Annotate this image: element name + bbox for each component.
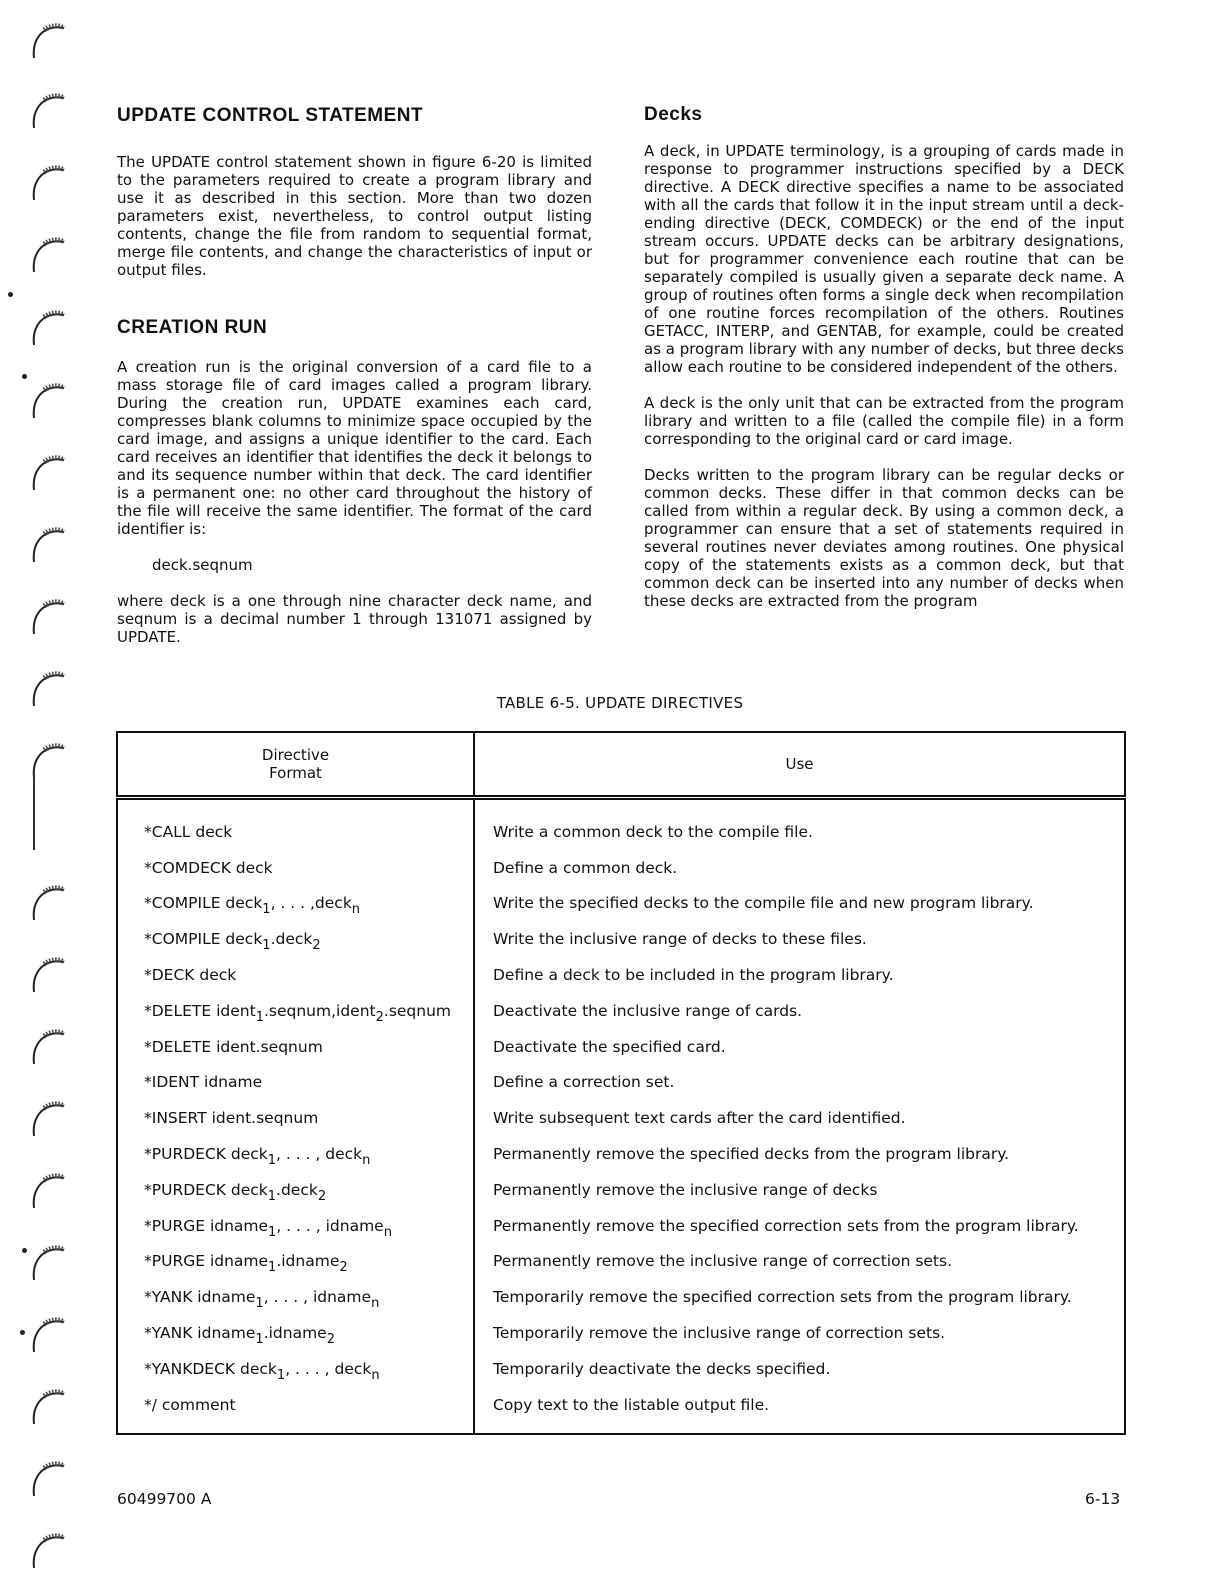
directive-format-cell — [117, 886, 474, 922]
directive-text: , . . . , deck — [285, 1359, 372, 1378]
subscript: 2 — [312, 938, 321, 954]
table-row — [117, 1351, 1125, 1387]
directive-format-cell — [117, 1100, 474, 1136]
binder-hole-mark — [30, 305, 70, 349]
directive-text: , . . . , idname — [263, 1288, 372, 1307]
binder-hole-mark — [30, 1240, 70, 1284]
use-cell: Write the specified decks to the compile file and new program library. — [493, 894, 1034, 913]
margin-dot — [22, 374, 27, 379]
directive-format-cell — [117, 1208, 474, 1244]
table-row — [117, 1100, 1125, 1136]
directive-text: *PURGE idname — [144, 1216, 269, 1235]
paragraph: where deck is a one through nine character deck name, and seqnum is a decimal number 1 through 131071 assigned by UPDATE. — [117, 592, 592, 646]
right-column — [644, 100, 1124, 610]
table-row — [117, 1208, 1125, 1244]
table-row — [117, 1136, 1125, 1172]
table-row — [117, 921, 1125, 957]
paragraph: A deck is the only unit that can be extracted from the program library and written to a file (called the compile file) in a form corresponding to the original card or card image. — [644, 394, 1124, 448]
directive-format-cell — [117, 1244, 474, 1280]
use-cell: Copy text to the listable output file. — [493, 1395, 770, 1414]
binder-hole-mark — [30, 18, 70, 62]
directive-text: *DELETE ident.seqnum — [144, 1037, 323, 1056]
binder-hole-mark — [30, 1384, 70, 1428]
paragraph: A deck, in UPDATE terminology, is a grouping of cards made in response to programmer instructions specified by a DECK directive. A DECK directive specifies a name to be associated with all the cards that follow it in the input stream until a deck-ending directive (DECK, COMDECK) or the end of the input stream occurs. UPDATE decks can be arbitrary designations, but for programmer convenience each routine that can be separately compiled is usually given a separate deck name. A group of routines often forms a single deck when recompilation of one routine forces recompilation of the others. Routines GETACC, INTERP, and GENTAB, for example, could be created as a program library with any number of decks, but three decks allow each routine to be considered independent of the others. — [644, 142, 1124, 376]
directive-text: *CALL deck — [144, 822, 233, 841]
directive-text: *IDENT idname — [144, 1073, 263, 1092]
binder-hole-mark — [30, 1168, 70, 1212]
binder-hole-mark — [30, 880, 70, 924]
table-row — [117, 1279, 1125, 1315]
subscript: n — [371, 1296, 380, 1312]
subscript: n — [351, 902, 361, 918]
use-cell: Permanently remove the inclusive range of decks — [493, 1180, 878, 1199]
subscript: 2 — [339, 1260, 348, 1276]
binder-hole-mark — [30, 160, 70, 204]
use-cell: Permanently remove the specified decks from the program library. — [493, 1145, 1010, 1164]
use-cell: Define a correction set. — [493, 1073, 675, 1092]
table-row — [117, 886, 1125, 922]
subscript: n — [371, 1367, 380, 1383]
paragraph: A creation run is the original conversion of a card file to a mass storage file of card images called a program library. During the creation run, UPDATE examines each card, compresses blank columns to minimize space occupied by the card image, and assigns a unique identifier to the card. Each card receives an identifier that identifies the deck it belongs to and its sequence number within that deck. The card identifier is a permanent one: no other card throughout the history of the file will receive the same identifier. The format of the card identifier is: — [117, 358, 592, 538]
binder-hole-mark — [30, 378, 70, 422]
subscript: 1 — [262, 902, 271, 918]
directive-text: *YANK idname — [144, 1288, 256, 1307]
directive-format-cell — [117, 1029, 474, 1065]
subscript: 2 — [317, 1188, 327, 1204]
use-cell: Temporarily remove the inclusive range of correction sets. — [493, 1324, 946, 1343]
table-row — [117, 1244, 1125, 1280]
table-row — [117, 850, 1125, 886]
table-row — [117, 993, 1125, 1029]
directive-text: *YANKDECK deck — [144, 1359, 277, 1378]
subscript: 1 — [255, 1296, 264, 1312]
header-use: Use — [474, 732, 1125, 798]
paragraph: The UPDATE control statement shown in figure 6-20 is limited to the parameters required to create a program library and use it as described in this section. More than two dozen parameters exist, nevertheless, to control output listing contents, change the file from random to sequential format, merge file contents, and change the characteristics of input or output files. — [117, 153, 592, 279]
use-cell: Temporarily deactivate the decks specified. — [493, 1359, 831, 1378]
binder-hole-mark — [30, 450, 70, 494]
table-row — [117, 957, 1125, 993]
use-cell: Deactivate the inclusive range of cards. — [493, 1001, 803, 1020]
directive-format-cell — [117, 798, 474, 850]
table-row — [117, 1065, 1125, 1101]
directive-format-cell — [117, 957, 474, 993]
table-caption: TABLE 6-5. UPDATE DIRECTIVES — [496, 694, 744, 712]
directive-format-cell — [117, 1351, 474, 1387]
subscript: n — [362, 1153, 371, 1169]
format-line: deck.seqnum — [152, 556, 253, 574]
use-cell: Temporarily remove the specified correction sets from the program library. — [493, 1288, 1072, 1307]
table-row — [117, 798, 1125, 850]
binder-hole-mark — [30, 1312, 70, 1356]
binder-hole-mark — [30, 1024, 70, 1068]
binder-hole-mark — [30, 738, 70, 782]
directive-text: *PURDECK deck — [144, 1145, 268, 1164]
header-label: Directive — [261, 746, 330, 764]
directive-format-cell — [117, 1065, 474, 1101]
directive-text: *COMPILE deck — [144, 930, 263, 949]
binder-hole-mark — [30, 232, 70, 276]
use-cell: Deactivate the specified card. — [493, 1037, 726, 1056]
binder-hole-mark — [30, 1096, 70, 1140]
use-cell: Define a common deck. — [493, 858, 678, 877]
binder-hole-mark — [30, 88, 70, 132]
directive-text: , . . . ,deck — [270, 894, 352, 913]
subscript: 1 — [267, 1188, 277, 1204]
directive-text: *DECK deck — [144, 966, 237, 985]
binder-holes — [0, 0, 80, 1584]
table-row — [117, 1387, 1125, 1434]
directive-text: .deck — [276, 1180, 318, 1199]
section-heading-update-control-statement: UPDATE CONTROL STATEMENT — [117, 105, 424, 126]
subscript: 1 — [268, 1224, 277, 1240]
binder-hole-mark — [30, 1456, 70, 1500]
directive-format-cell — [117, 993, 474, 1029]
directive-format-cell — [117, 921, 474, 957]
directive-format-cell — [117, 1387, 474, 1434]
directive-text: .seqnum,ident — [263, 1001, 376, 1020]
subscript: 1 — [267, 1153, 277, 1169]
table-row — [117, 1315, 1125, 1351]
section-heading-creation-run: CREATION RUN — [117, 317, 268, 338]
use-cell: Permanently remove the inclusive range of correction sets. — [493, 1252, 953, 1271]
binder-hole-mark — [30, 594, 70, 638]
margin-dot — [22, 1248, 27, 1253]
section-heading-decks: Decks — [644, 104, 703, 125]
directive-text: .idname — [276, 1252, 340, 1271]
binder-hole-mark — [30, 952, 70, 996]
directive-text: *INSERT ident.seqnum — [144, 1109, 319, 1128]
directive-format-cell — [117, 1172, 474, 1208]
subscript: 1 — [276, 1367, 286, 1383]
directive-text: */ comment — [144, 1395, 236, 1414]
header-directive-format — [117, 732, 474, 798]
directive-text: , . . . , idname — [276, 1216, 384, 1235]
subscript: 1 — [255, 1009, 264, 1025]
use-cell: Permanently remove the specified correction sets from the program library. — [493, 1216, 1079, 1235]
use-cell: Write a common deck to the compile file. — [493, 822, 813, 841]
directives-table — [116, 731, 1126, 1435]
subscript: n — [383, 1224, 392, 1240]
margin-line — [33, 770, 35, 850]
use-cell: Write subsequent text cards after the card identified. — [493, 1109, 906, 1128]
directive-format-cell — [117, 1279, 474, 1315]
table-header-row — [117, 732, 1125, 798]
margin-dot — [8, 292, 13, 297]
header-label: Format — [269, 764, 322, 782]
directive-text: *YANK idname — [144, 1324, 256, 1343]
directive-text: , . . . , deck — [276, 1145, 363, 1164]
directive-text: .deck — [270, 930, 313, 949]
directive-text: *PURGE idname — [144, 1252, 269, 1271]
directive-text: *DELETE ident — [144, 1001, 256, 1020]
directive-text: *COMDECK deck — [144, 858, 273, 877]
table-row — [117, 1172, 1125, 1208]
document-number: 60499700 A — [117, 1490, 212, 1508]
directive-format-cell — [117, 850, 474, 886]
use-cell: Define a deck to be included in the program library. — [493, 966, 894, 985]
margin-dot — [20, 1330, 25, 1335]
subscript: 2 — [375, 1009, 384, 1025]
paragraph: Decks written to the program library can be regular decks or common decks. These differ in that common decks can be called from within a regular deck. By using a common deck, a programmer can ensure that a set of statements required in several routines never deviates among routines. One physical copy of the statements exists as a common deck, but that common deck can be inserted into any number of decks when these decks are extracted from the program — [644, 466, 1124, 610]
left-column — [117, 100, 592, 646]
directive-text: *COMPILE deck — [144, 894, 263, 913]
directive-format-cell — [117, 1136, 474, 1172]
subscript: 2 — [326, 1332, 335, 1348]
use-cell: Write the inclusive range of decks to these files. — [493, 930, 867, 949]
binder-hole-mark — [30, 1528, 70, 1572]
subscript: 1 — [262, 938, 271, 954]
directive-format-cell — [117, 1315, 474, 1351]
directive-text: .seqnum — [383, 1001, 452, 1020]
page-number: 6-13 — [1085, 1490, 1121, 1508]
table-row — [117, 1029, 1125, 1065]
binder-hole-mark — [30, 522, 70, 566]
subscript: 1 — [255, 1332, 264, 1348]
subscript: 1 — [268, 1260, 277, 1276]
directive-text: *PURDECK deck — [144, 1180, 268, 1199]
directive-text: .idname — [263, 1324, 327, 1343]
